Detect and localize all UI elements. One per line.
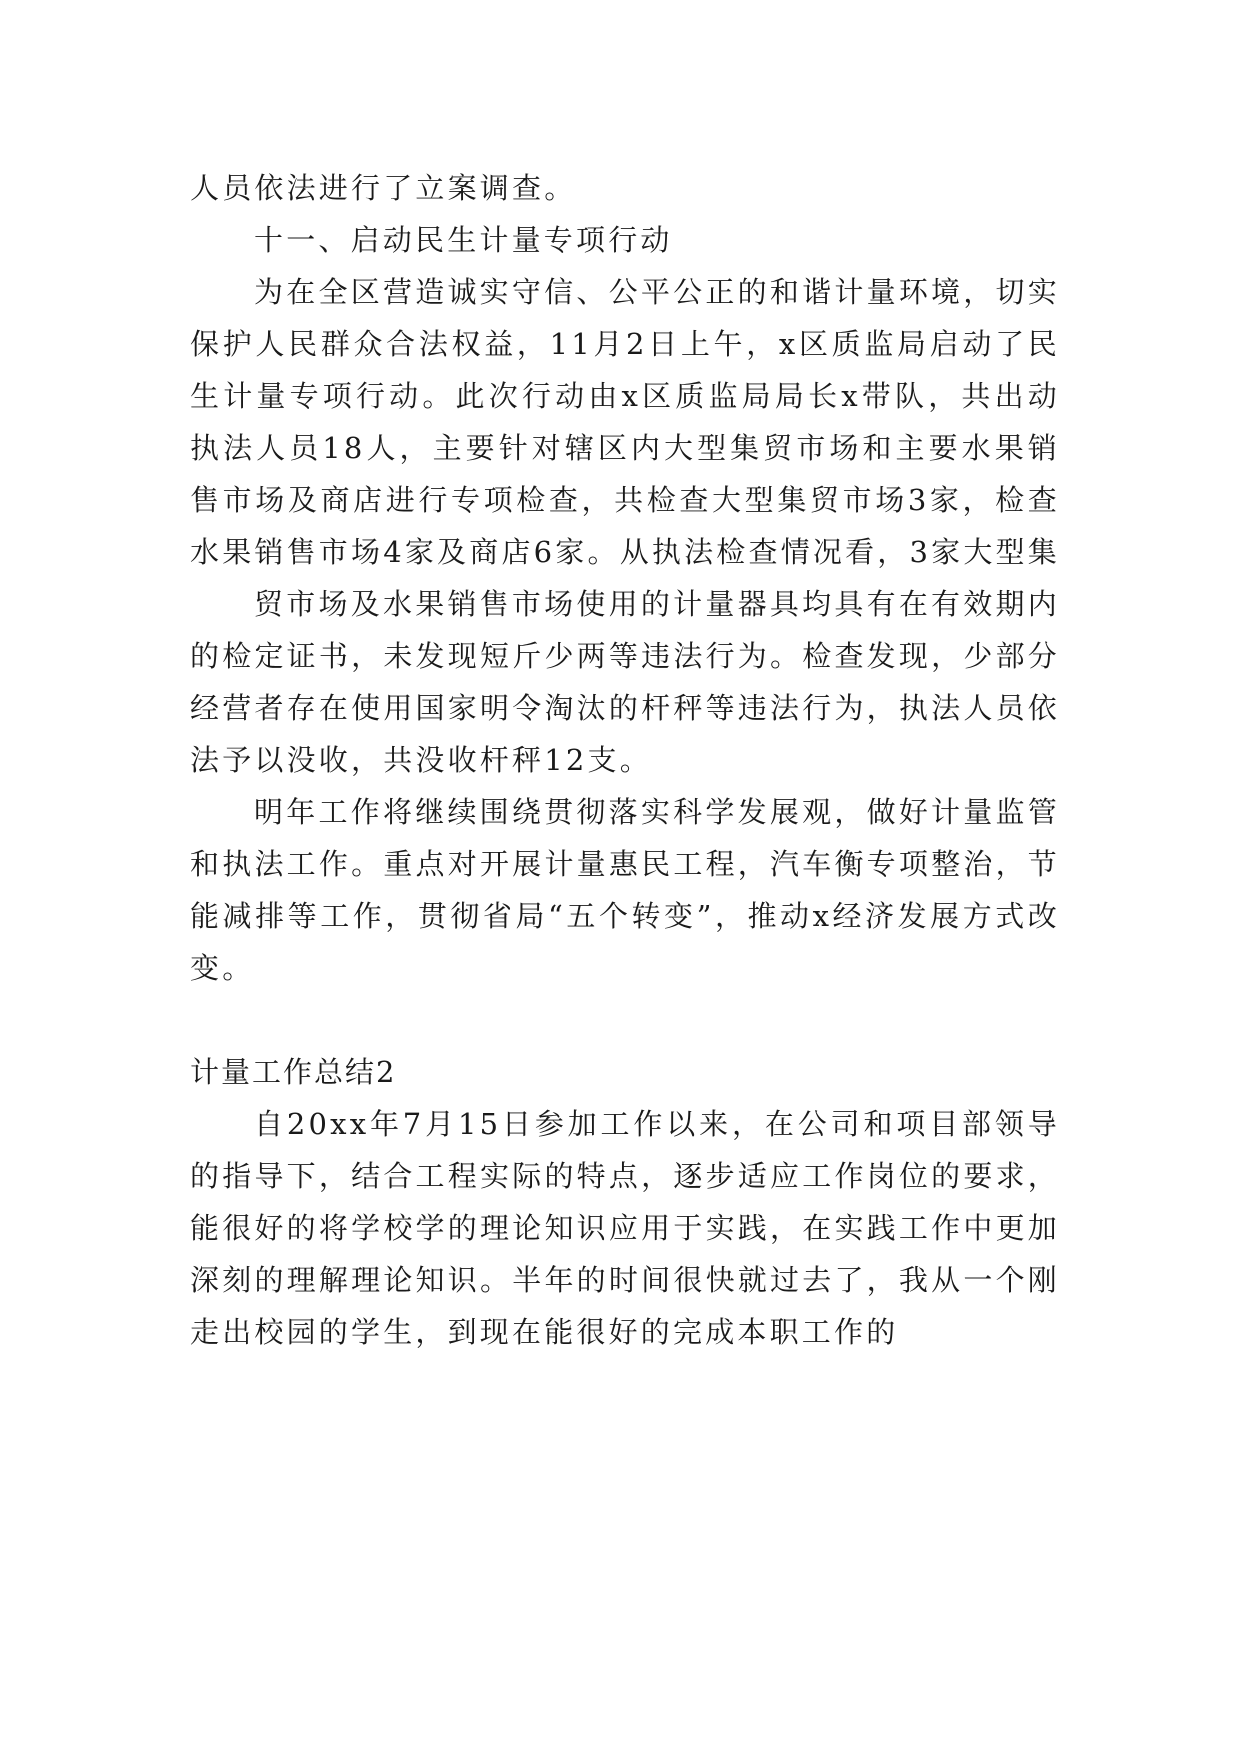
paragraph-action-intro: 为在全区营造诚实守信、公平公正的和谐计量环境，切实保护人民群众合法权益，11月2日上午，x区质监局启动了民生计量专项行动。此次行动由x区质监局局长x带队，共出动执法人员18人，主要针对辖区内大型集贸市场和主要水果销售市场及商店进行专项检查，共检查大型集贸市场3家，检查水果销售市场4家及商店6家。从执法检查情况看，3家大型集: [190, 275, 1060, 569]
paragraph-continued: 人员依法进行了立案调查。: [190, 171, 577, 205]
section-heading-eleven: 十一、启动民生计量专项行动: [254, 223, 673, 257]
paragraph-action-result: 贸市场及水果销售市场使用的计量器具均具有在有效期内的检定证书，未发现短斤少两等违法行为。检查发现，少部分经营者存在使用国家明令淘汰的杆秤等违法行为，执法人员依法予以没收，共没收杆秤12支。: [190, 587, 1060, 777]
document-section-title: 计量工作总结2: [190, 1055, 397, 1089]
document-body: [190, 162, 1060, 1358]
paragraph-next-year-plan: 明年工作将继续围绕贯彻落实科学发展观，做好计量监管和执法工作。重点对开展计量惠民工程，汽车衡专项整治，节能减排等工作，贯彻省局“五个转变”，推动x经济发展方式改变。: [190, 795, 1060, 985]
section-gap: [190, 994, 1060, 1046]
paragraph-summary2-intro: 自20xx年7月15日参加工作以来，在公司和项目部领导的指导下，结合工程实际的特点，逐步适应工作岗位的要求，能很好的将学校学的理论知识应用于实践，在实践工作中更加深刻的理解理论知识。半年的时间很快就过去了，我从一个刚走出校园的学生，到现在能很好的完成本职工作的: [190, 1107, 1060, 1349]
